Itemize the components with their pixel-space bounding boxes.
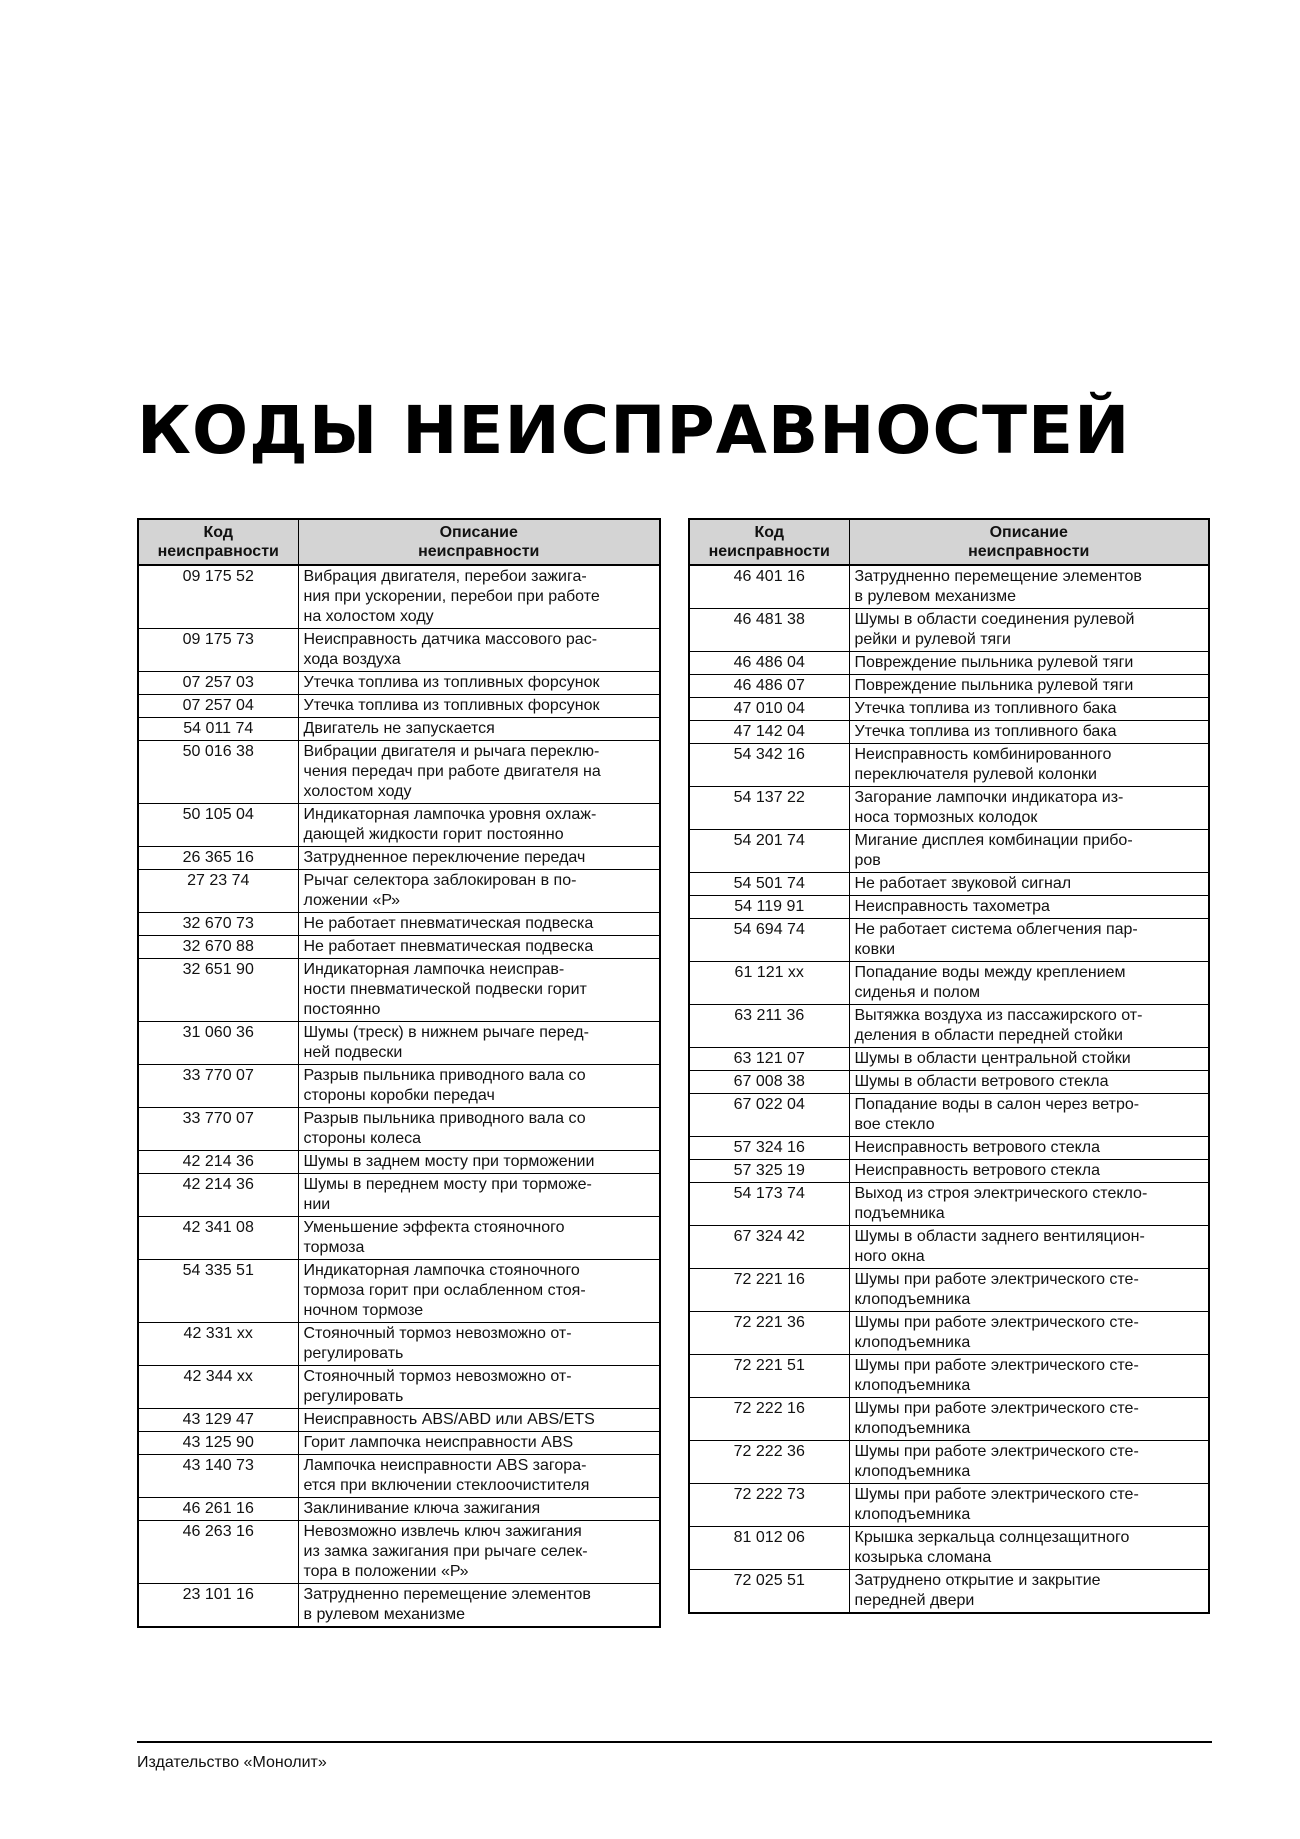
fault-description: Неисправность ABS/ABD или ABS/ETS	[298, 1409, 660, 1432]
fault-code: 72 221 51	[689, 1355, 849, 1398]
table-row	[689, 1269, 1209, 1312]
fault-description: Не работает звуковой сигнал	[849, 873, 1209, 896]
table-row	[689, 1398, 1209, 1441]
fault-description: Загорание лампочки индикатора из- носа тормозных колодок	[849, 787, 1209, 830]
fault-description: Индикаторная лампочка уровня охлаж- дающей жидкости горит постоянно	[298, 804, 660, 847]
table-row	[138, 959, 660, 1022]
fault-code: 54 173 74	[689, 1183, 849, 1226]
fault-description: Не работает система облегчения пар- ковки	[849, 919, 1209, 962]
table-row	[138, 1108, 660, 1151]
table-row	[689, 1071, 1209, 1094]
table-row	[689, 1527, 1209, 1570]
fault-code: 09 175 73	[138, 629, 298, 672]
fault-code: 33 770 07	[138, 1065, 298, 1108]
header-code: Код неисправности	[689, 519, 849, 565]
table-row	[138, 1260, 660, 1323]
table-row	[689, 565, 1209, 609]
fault-description: Повреждение пыльника рулевой тяги	[849, 652, 1209, 675]
table-row	[689, 1484, 1209, 1527]
header-description: Описание неисправности	[849, 519, 1209, 565]
fault-description: Неисправность комбинированного переключателя рулевой колонки	[849, 744, 1209, 787]
fault-description: Двигатель не запускается	[298, 718, 660, 741]
table-row	[689, 962, 1209, 1005]
fault-description: Затрудненное переключение передач	[298, 847, 660, 870]
fault-code: 07 257 04	[138, 695, 298, 718]
fault-code: 43 129 47	[138, 1409, 298, 1432]
table-row	[138, 1521, 660, 1584]
fault-description: Шумы при работе электрического сте- клоподъемника	[849, 1441, 1209, 1484]
fault-description: Индикаторная лампочка неисправ- ности пневматической подвески горит постоянно	[298, 959, 660, 1022]
fault-description: Неисправность ветрового стекла	[849, 1160, 1209, 1183]
fault-description: Горит лампочка неисправности ABS	[298, 1432, 660, 1455]
fault-code: 46 481 38	[689, 609, 849, 652]
fault-description: Вибрации двигателя и рычага переклю- чения передач при работе двигателя на холостом ходу	[298, 741, 660, 804]
footer-publisher: Издательство «Монолит»	[137, 1754, 327, 1771]
fault-description: Шумы в области заднего вентиляцион- ного окна	[849, 1226, 1209, 1269]
fault-code: 54 119 91	[689, 896, 849, 919]
table-row	[138, 1584, 660, 1628]
fault-code: 61 121 xx	[689, 962, 849, 1005]
table-row	[689, 830, 1209, 873]
fault-code: 32 651 90	[138, 959, 298, 1022]
fault-code: 54 342 16	[689, 744, 849, 787]
fault-description: Выход из строя электрического стекло- подъемника	[849, 1183, 1209, 1226]
table-body-right	[689, 565, 1209, 1613]
fault-code: 47 010 04	[689, 698, 849, 721]
fault-description: Вибрация двигателя, перебои зажига- ния при ускорении, перебои при работе на холостом ходу	[298, 565, 660, 629]
fault-code: 42 341 08	[138, 1217, 298, 1260]
fault-code: 33 770 07	[138, 1108, 298, 1151]
table-row	[138, 1498, 660, 1521]
fault-code: 46 486 07	[689, 675, 849, 698]
fault-description: Утечка топлива из топливного бака	[849, 698, 1209, 721]
table-row	[689, 787, 1209, 830]
header-description: Описание неисправности	[298, 519, 660, 565]
table-row	[689, 1312, 1209, 1355]
table-row	[689, 1160, 1209, 1183]
fault-code: 54 694 74	[689, 919, 849, 962]
fault-code: 63 121 07	[689, 1048, 849, 1071]
fault-description: Шумы при работе электрического сте- клоподъемника	[849, 1312, 1209, 1355]
fault-code: 42 331 xx	[138, 1323, 298, 1366]
page-title: КОДЫ НЕИСПРАВНОСТЕЙ	[137, 392, 1131, 469]
table-row	[138, 672, 660, 695]
fault-code: 31 060 36	[138, 1022, 298, 1065]
table-header-row	[689, 519, 1209, 565]
fault-description: Стояночный тормоз невозможно от- регулировать	[298, 1323, 660, 1366]
table-row	[689, 1570, 1209, 1614]
fault-description: Шумы (треск) в нижнем рычаге перед- ней подвески	[298, 1022, 660, 1065]
fault-description: Шумы в заднем мосту при торможении	[298, 1151, 660, 1174]
fault-description: Утечка топлива из топливных форсунок	[298, 672, 660, 695]
table-row	[689, 1048, 1209, 1071]
fault-code: 67 022 04	[689, 1094, 849, 1137]
fault-code: 72 222 36	[689, 1441, 849, 1484]
fault-description: Уменьшение эффекта стояночного тормоза	[298, 1217, 660, 1260]
table-row	[689, 919, 1209, 962]
table-row	[138, 1174, 660, 1217]
table-row	[138, 913, 660, 936]
fault-code: 81 012 06	[689, 1527, 849, 1570]
fault-code: 54 201 74	[689, 830, 849, 873]
fault-code: 42 214 36	[138, 1174, 298, 1217]
fault-description: Затрудненно перемещение элементов в рулевом механизме	[849, 565, 1209, 609]
fault-code: 43 125 90	[138, 1432, 298, 1455]
fault-description: Шумы в области ветрового стекла	[849, 1071, 1209, 1094]
fault-code: 67 324 42	[689, 1226, 849, 1269]
table-row	[138, 936, 660, 959]
fault-description: Шумы в переднем мосту при торможе- нии	[298, 1174, 660, 1217]
fault-description: Повреждение пыльника рулевой тяги	[849, 675, 1209, 698]
table-row	[689, 609, 1209, 652]
fault-description: Мигание дисплея комбинации прибо- ров	[849, 830, 1209, 873]
table-row	[138, 1409, 660, 1432]
fault-description: Затруднено открытие и закрытие передней двери	[849, 1570, 1209, 1614]
fault-description: Затрудненно перемещение элементов в рулевом механизме	[298, 1584, 660, 1628]
fault-description: Лампочка неисправности ABS загора- ется при включении стеклоочистителя	[298, 1455, 660, 1498]
fault-code: 07 257 03	[138, 672, 298, 695]
header-code: Код неисправности	[138, 519, 298, 565]
fault-code: 54 501 74	[689, 873, 849, 896]
fault-code: 23 101 16	[138, 1584, 298, 1628]
fault-description: Неисправность тахометра	[849, 896, 1209, 919]
table-row	[138, 1455, 660, 1498]
table-row	[138, 1432, 660, 1455]
fault-description: Шумы при работе электрического сте- клоподъемника	[849, 1269, 1209, 1312]
fault-code: 46 263 16	[138, 1521, 298, 1584]
fault-description: Шумы при работе электрического сте- клоподъемника	[849, 1398, 1209, 1441]
fault-description: Крышка зеркальца солнцезащитного козырька сломана	[849, 1527, 1209, 1570]
table-row	[138, 1366, 660, 1409]
fault-description: Утечка топлива из топливного бака	[849, 721, 1209, 744]
table-row	[689, 873, 1209, 896]
fault-code: 72 222 16	[689, 1398, 849, 1441]
table-header-row	[138, 519, 660, 565]
table-row	[689, 1355, 1209, 1398]
table-row	[689, 744, 1209, 787]
fault-code: 43 140 73	[138, 1455, 298, 1498]
fault-description: Вытяжка воздуха из пассажирского от- деления в области передней стойки	[849, 1005, 1209, 1048]
fault-description: Попадание воды между креплением сиденья и полом	[849, 962, 1209, 1005]
fault-code: 27 23 74	[138, 870, 298, 913]
table-row	[138, 1217, 660, 1260]
fault-code: 72 222 73	[689, 1484, 849, 1527]
fault-code: 42 344 xx	[138, 1366, 298, 1409]
fault-code: 50 016 38	[138, 741, 298, 804]
fault-codes-table-left	[137, 518, 661, 1628]
table-row	[138, 1323, 660, 1366]
fault-description: Шумы в области центральной стойки	[849, 1048, 1209, 1071]
fault-description: Индикаторная лампочка стояночного тормоза горит при ослабленном стоя- ночном тормозе	[298, 1260, 660, 1323]
fault-code: 42 214 36	[138, 1151, 298, 1174]
table-row	[138, 1065, 660, 1108]
fault-code: 54 335 51	[138, 1260, 298, 1323]
table-row	[689, 652, 1209, 675]
table-row	[138, 847, 660, 870]
table-row	[138, 695, 660, 718]
fault-code: 32 670 88	[138, 936, 298, 959]
fault-code: 47 142 04	[689, 721, 849, 744]
table-row	[138, 1151, 660, 1174]
fault-code: 46 401 16	[689, 565, 849, 609]
table-row	[689, 1441, 1209, 1484]
fault-description: Невозможно извлечь ключ зажигания из замка зажигания при рычаге селек- тора в положении «Р»	[298, 1521, 660, 1584]
fault-code: 57 325 19	[689, 1160, 849, 1183]
fault-code: 72 025 51	[689, 1570, 849, 1614]
fault-description: Разрыв пыльника приводного вала со стороны колеса	[298, 1108, 660, 1151]
fault-code: 67 008 38	[689, 1071, 849, 1094]
fault-description: Рычаг селектора заблокирован в по- ложении «Р»	[298, 870, 660, 913]
table-row	[689, 896, 1209, 919]
fault-description: Неисправность ветрового стекла	[849, 1137, 1209, 1160]
fault-code: 50 105 04	[138, 804, 298, 847]
fault-description: Попадание воды в салон через ветро- вое стекло	[849, 1094, 1209, 1137]
fault-code: 46 486 04	[689, 652, 849, 675]
fault-code: 09 175 52	[138, 565, 298, 629]
table-body-left	[138, 565, 660, 1627]
fault-description: Не работает пневматическая подвеска	[298, 936, 660, 959]
fault-code: 54 137 22	[689, 787, 849, 830]
footer-rule	[137, 1741, 1212, 1743]
fault-code: 72 221 36	[689, 1312, 849, 1355]
fault-description: Утечка топлива из топливных форсунок	[298, 695, 660, 718]
fault-description: Шумы при работе электрического сте- клоподъемника	[849, 1484, 1209, 1527]
fault-description: Заклинивание ключа зажигания	[298, 1498, 660, 1521]
table-row	[689, 698, 1209, 721]
fault-code: 26 365 16	[138, 847, 298, 870]
fault-code: 32 670 73	[138, 913, 298, 936]
fault-description: Не работает пневматическая подвеска	[298, 913, 660, 936]
table-row	[138, 741, 660, 804]
table-row	[138, 718, 660, 741]
fault-description: Шумы при работе электрического сте- клоподъемника	[849, 1355, 1209, 1398]
table-row	[689, 1183, 1209, 1226]
fault-code: 57 324 16	[689, 1137, 849, 1160]
fault-description: Стояночный тормоз невозможно от- регулировать	[298, 1366, 660, 1409]
table-row	[138, 1022, 660, 1065]
table-row	[689, 1137, 1209, 1160]
fault-code: 72 221 16	[689, 1269, 849, 1312]
table-row	[138, 629, 660, 672]
table-row	[138, 804, 660, 847]
table-row	[689, 1005, 1209, 1048]
table-row	[689, 675, 1209, 698]
fault-code: 54 011 74	[138, 718, 298, 741]
table-row	[689, 1226, 1209, 1269]
table-row	[689, 721, 1209, 744]
table-row	[138, 565, 660, 629]
fault-code: 63 211 36	[689, 1005, 849, 1048]
fault-codes-table-right	[688, 518, 1210, 1614]
fault-code: 46 261 16	[138, 1498, 298, 1521]
table-row	[689, 1094, 1209, 1137]
fault-description: Неисправность датчика массового рас- хода воздуха	[298, 629, 660, 672]
table-row	[138, 870, 660, 913]
fault-description: Разрыв пыльника приводного вала со стороны коробки передач	[298, 1065, 660, 1108]
fault-description: Шумы в области соединения рулевой рейки и рулевой тяги	[849, 609, 1209, 652]
